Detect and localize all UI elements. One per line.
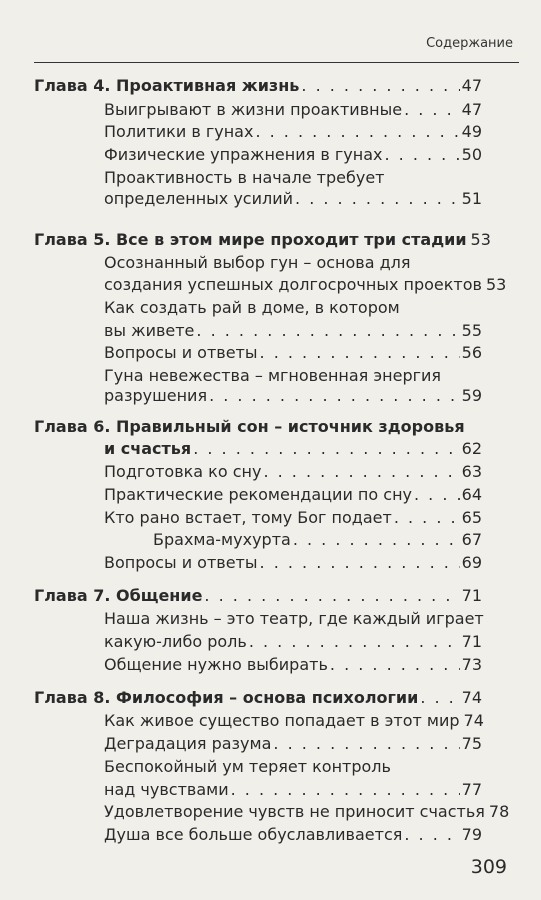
dot-leader: [255, 120, 459, 144]
dot-leader: [404, 823, 459, 847]
dot-leader: [260, 551, 460, 575]
toc-page-number: 55: [461, 321, 482, 340]
toc-entry-title: какую-либо роль: [104, 632, 247, 651]
toc-section-entry: [104, 341, 482, 365]
dot-leader: [330, 653, 460, 677]
toc-section-entry: [104, 607, 482, 631]
dot-leader: [260, 341, 460, 365]
toc-section-entry: [104, 506, 482, 530]
toc-page-number: 64: [461, 485, 482, 504]
dot-leader: [204, 584, 459, 608]
toc-entry-title: Как создать рай в доме, в котором: [104, 298, 400, 317]
toc-page-number: 67: [461, 530, 482, 549]
dot-leader: [384, 143, 459, 167]
toc-page-number: 71: [461, 632, 482, 651]
toc-page-number: 71: [461, 586, 482, 605]
toc-entry-title: Брахма-мухурта: [153, 530, 291, 549]
toc-entry-title: Наша жизнь – это театр, где каждый играет: [104, 609, 484, 628]
dot-leader: [404, 98, 460, 122]
toc-chapter-entry: [34, 415, 482, 439]
toc-entry-title: Глава 5. Все в этом мире проходит три стадии: [34, 230, 467, 249]
toc-page-number: 53: [485, 275, 507, 294]
toc-chapter-entry: [34, 74, 482, 98]
toc-page-number: 65: [461, 508, 482, 527]
toc-section-entry: [104, 653, 482, 677]
toc-entry-title: Глава 4. Проактивная жизнь: [34, 76, 300, 95]
toc-entry-title: Глава 8. Философия – основа психологии: [34, 688, 419, 707]
toc-section-entry: [104, 460, 482, 484]
dot-leader: [263, 460, 459, 484]
toc-page-number: 75: [461, 734, 482, 753]
toc-entry-title: Физические упражнения в гунах: [104, 145, 383, 164]
toc-entry-title: Вопросы и ответы: [104, 343, 258, 362]
toc-section-entry: [104, 187, 482, 211]
toc-entry-title: Политики в гунах: [104, 122, 254, 141]
toc-section-entry: [104, 755, 482, 779]
toc-section-entry: [104, 630, 482, 654]
toc-entry-title: Общение нужно выбирать: [104, 655, 328, 674]
toc-page-number: 59: [461, 386, 482, 405]
toc-chapter-entry: [34, 584, 482, 608]
dot-leader: [193, 437, 459, 461]
toc-section-entry: [104, 120, 482, 144]
toc-entry-title: создания успешных долгосрочных проектов: [104, 275, 482, 294]
toc-entry-title: Деградация разума: [104, 734, 272, 753]
toc-entry-title: Выигрывают в жизни проактивные: [104, 100, 403, 119]
dot-leader: [196, 319, 459, 343]
dot-leader: [273, 732, 459, 756]
toc-section-entry: [104, 709, 482, 733]
toc-page-number: 53: [470, 230, 491, 249]
toc-section-entry: [104, 143, 482, 167]
page-number: 309: [470, 856, 507, 878]
toc-entry-title: Беспокойный ум теряет контроль: [104, 757, 391, 776]
toc-section-entry: [104, 384, 482, 408]
toc-section-entry: [104, 251, 482, 275]
toc-page-number: 78: [488, 802, 510, 821]
toc-entry-title: Проактивность в начале требует: [104, 168, 385, 187]
toc-section-entry: [104, 319, 482, 343]
toc-page-number: 69: [461, 553, 482, 572]
toc-entry-title: разрушения: [104, 386, 208, 405]
toc-page-number: 47: [461, 76, 482, 95]
toc-section-entry: [104, 800, 510, 824]
toc-entry-title: Удовлетворение чувств не приносит счастья: [104, 802, 485, 821]
toc-page-number: 63: [461, 462, 482, 481]
toc-section-entry: [104, 732, 482, 756]
toc-entry-title: Вопросы и ответы: [104, 553, 258, 572]
toc-page-number: 74: [463, 711, 484, 730]
toc-entry-title: определенных усилий: [104, 189, 294, 208]
toc-section-entry: [104, 778, 482, 802]
toc-section-entry: [104, 98, 482, 122]
toc-page-number: 50: [461, 145, 482, 164]
toc-page-number: 51: [461, 189, 482, 208]
toc-entry-title: и счастья: [104, 439, 192, 458]
toc-section-entry: [104, 273, 507, 297]
dot-leader: [209, 384, 460, 408]
toc-entry-title: Кто рано встает, тому Бог подает: [104, 508, 392, 527]
toc-chapter-entry: [34, 686, 482, 710]
toc-entry-title: вы живете: [104, 321, 195, 340]
dot-leader: [295, 187, 460, 211]
toc-entry-title: Душа все больше обуславливается: [104, 825, 403, 844]
dot-leader: [231, 778, 460, 802]
dot-leader: [394, 506, 460, 530]
toc-chapter-entry: [104, 437, 482, 461]
dot-leader: [420, 686, 459, 710]
toc-page-number: 77: [461, 780, 482, 799]
toc-entry-title: Практические рекомендации по сну: [104, 485, 412, 504]
dot-leader: [293, 528, 460, 552]
running-head: Содержание: [426, 36, 513, 51]
toc-entry-title: над чувствами: [104, 780, 229, 799]
toc-page-number: 56: [461, 343, 482, 362]
toc-section-entry: [104, 296, 482, 320]
dot-leader: [249, 630, 460, 654]
toc-entry-title: Глава 6. Правильный сон – источник здоровья: [34, 417, 465, 436]
toc-section-entry: [153, 528, 482, 552]
toc-page-number: 47: [461, 100, 482, 119]
toc-entry-title: Глава 7. Общение: [34, 586, 203, 605]
toc-entry-title: Осознанный выбор гун – основа для: [104, 253, 411, 272]
toc-page-number: 73: [461, 655, 482, 674]
toc-section-entry: [104, 551, 482, 575]
toc-section-entry: [104, 483, 482, 507]
toc-page-number: 62: [461, 439, 482, 458]
toc-page-number: 79: [461, 825, 482, 844]
toc-page-number: 49: [461, 122, 482, 141]
header-rule: [34, 62, 519, 63]
toc-entry-title: Как живое существо попадает в этот мир: [104, 711, 460, 730]
toc-entry-title: Гуна невежества – мгновенная энергия: [104, 366, 442, 385]
dot-leader: [414, 483, 460, 507]
toc-page-number: 74: [461, 688, 482, 707]
dot-leader: [301, 74, 459, 98]
toc-chapter-entry: [34, 228, 491, 252]
toc-entry-title: Подготовка ко сну: [104, 462, 262, 481]
toc-section-entry: [104, 823, 482, 847]
